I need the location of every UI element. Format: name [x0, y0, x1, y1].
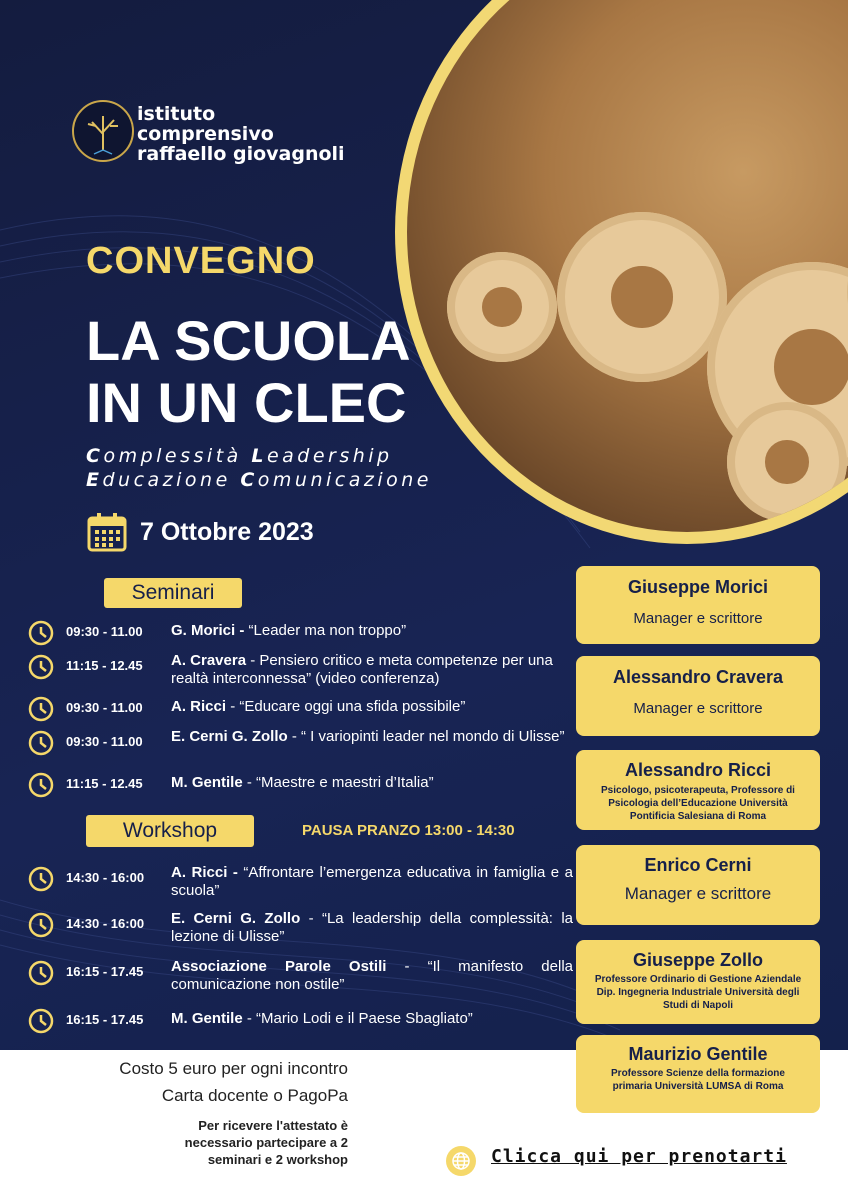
subtitle-line2 — [86, 468, 432, 492]
seminar-speaker: A. Cravera — [171, 652, 247, 669]
event-title — [86, 310, 411, 434]
speaker-name: Maurizio Gentile — [628, 1044, 768, 1064]
seminar-title: - “Educare oggi una sfida possibile” — [226, 698, 466, 715]
gear-shape — [557, 212, 727, 382]
workshop-time: 14:30 - 16:00 — [66, 916, 145, 931]
workshop-desc — [171, 1010, 573, 1028]
payment-text: Carta docente o PagoPa — [161, 1086, 348, 1105]
certificate-note — [185, 1117, 348, 1168]
clock-icon — [28, 866, 54, 892]
workshop-row — [28, 1006, 576, 1046]
seminar-time: 11:15 - 12.45 — [66, 776, 143, 791]
workshop-desc — [171, 958, 573, 994]
seminar-desc — [171, 698, 573, 716]
workshop-time: 16:15 - 17.45 — [66, 1012, 144, 1027]
seminar-time: 09:30 - 11.00 — [66, 734, 143, 749]
seminar-speaker: E. Cerni G. Zollo — [171, 728, 288, 745]
subtitle-word: eadership — [266, 445, 393, 467]
school-name-line2: comprensivo — [137, 123, 274, 145]
school-name-line3: raffaello giovagnoli — [137, 143, 345, 165]
certificate-line: Per ricevere l'attestato è — [198, 1118, 348, 1133]
speaker-name: Giuseppe Morici — [627, 577, 769, 597]
school-logo — [72, 100, 134, 162]
clock-icon — [28, 654, 54, 680]
workshop-speaker: M. Gentile — [171, 1010, 243, 1027]
event-type: CONVEGNO — [86, 240, 316, 282]
speaker-card — [576, 845, 820, 925]
title-line2: IN UN CLEC — [86, 371, 407, 434]
clock-icon — [28, 1008, 54, 1034]
school-name — [137, 104, 345, 164]
gear-shape — [727, 402, 847, 522]
seminar-speaker: M. Gentile — [171, 774, 243, 791]
seminar-time: 11:15 - 12.45 — [66, 658, 143, 673]
workshop-desc — [171, 864, 573, 900]
certificate-line: seminari e 2 workshop — [207, 1152, 348, 1167]
workshop-desc — [171, 910, 573, 946]
school-name-line1: istituto — [137, 103, 216, 125]
workshop-row — [28, 958, 576, 998]
seminar-row — [28, 770, 576, 810]
clock-icon — [28, 960, 54, 986]
workshop-speaker: Associazione Parole Ostili — [171, 958, 387, 975]
speaker-name: Alessandro Ricci — [624, 760, 772, 780]
seminar-title: - Pensiero critico e meta competenze per una realtà interconnessa” (video conferenza) — [171, 652, 553, 687]
speaker-name: Giuseppe Zollo — [632, 950, 763, 970]
speaker-card — [576, 940, 820, 1024]
seminar-time: 09:30 - 11.00 — [66, 624, 143, 639]
workshop-title: - “Il manifesto della comunicazione non ostile” — [171, 958, 573, 993]
seminar-desc — [171, 622, 573, 640]
seminar-desc — [171, 774, 573, 792]
workshop-title: - “La leadership della complessità: la lezione di Ulisse” — [171, 910, 573, 945]
seminar-speaker: A. Ricci — [171, 698, 227, 715]
seminar-title: - “Maestre e maestri d’Italia” — [242, 774, 434, 791]
subtitle-initial: C — [240, 469, 258, 491]
tree-icon — [74, 102, 132, 160]
workshop-row — [28, 864, 576, 904]
seminar-row — [28, 652, 576, 692]
subtitle-initial: L — [251, 445, 267, 467]
workshop-time: 14:30 - 16:00 — [66, 870, 145, 885]
lunch-break: PAUSA PRANZO 13:00 - 14:30 — [302, 822, 515, 839]
subtitle-word: omunicazione — [257, 469, 432, 491]
event-subtitle — [86, 444, 432, 492]
workshop-speaker: A. Ricci - — [171, 864, 238, 881]
speaker-name: Enrico Cerni — [644, 855, 752, 875]
seminari-heading: Seminari — [104, 578, 242, 608]
seminar-title: “Leader ma non troppo” — [244, 622, 407, 639]
globe-icon[interactable] — [446, 1146, 476, 1176]
speaker-role: Manager e scrittore — [624, 884, 772, 903]
speaker-role: Professore Scienze della formazione primaria Università LUMSA di Roma — [611, 1068, 785, 1092]
speaker-role: Manager e scrittore — [633, 610, 763, 627]
workshop-heading: Workshop — [86, 815, 254, 847]
clock-icon — [28, 772, 54, 798]
seminar-row — [28, 728, 576, 768]
clock-icon — [28, 730, 54, 756]
speaker-role: Psicologo, psicoterapeuta, Professore di Psicologia dell’Educazione Università Pontificia Salesiana di Roma — [601, 785, 795, 822]
gear-shape — [447, 252, 557, 362]
subtitle-word: omplessità — [103, 445, 252, 467]
subtitle-line1 — [86, 444, 432, 468]
booking-link[interactable]: Clicca qui per prenotarti — [491, 1146, 787, 1167]
cost-text: Costo 5 euro per ogni incontro — [119, 1059, 348, 1078]
seminar-desc — [171, 728, 573, 746]
clock-icon — [28, 620, 54, 646]
speaker-name: Alessandro Cravera — [612, 667, 784, 687]
event-date: 7 Ottobre 2023 — [140, 518, 314, 546]
workshop-time: 16:15 - 17.45 — [66, 964, 144, 979]
speaker-card — [576, 1035, 820, 1113]
seminar-desc — [171, 652, 573, 688]
seminar-speaker: G. Morici - — [171, 622, 245, 639]
title-line1: LA SCUOLA — [86, 309, 411, 372]
speaker-role: Professore Ordinario di Gestione Aziendale Dip. Ingegneria Industriale Università degli Studi di Napoli — [594, 974, 802, 1011]
clock-icon — [28, 696, 54, 722]
clock-icon — [28, 912, 54, 938]
speaker-role: Manager e scrittore — [633, 700, 763, 717]
workshop-speaker: E. Cerni G. Zollo — [171, 910, 301, 927]
speaker-card — [576, 750, 820, 830]
workshop-row — [28, 910, 576, 950]
workshop-title: - “Mario Lodi e il Paese Sbagliato” — [242, 1010, 473, 1027]
subtitle-word: ducazione — [102, 469, 241, 491]
calendar-icon — [86, 512, 128, 552]
seminar-time: 09:30 - 11.00 — [66, 700, 143, 715]
certificate-line: necessario partecipare a 2 — [184, 1135, 348, 1150]
subtitle-initial: E — [86, 469, 103, 491]
speaker-card — [576, 566, 820, 644]
subtitle-initial: C — [86, 445, 104, 467]
workshop-title: “Affrontare l’emergenza educativa in famiglia e a scuola” — [171, 864, 573, 899]
speaker-card — [576, 656, 820, 736]
seminar-title: - “ I variopinti leader nel mondo di Ulisse” — [287, 728, 565, 745]
